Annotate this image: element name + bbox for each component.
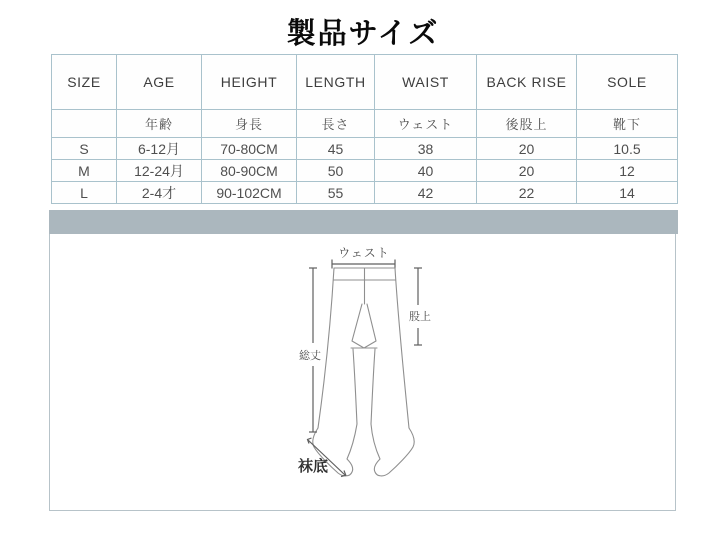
total-length-label: 総丈 [299, 350, 321, 362]
header-jp-height: 身長 [202, 110, 297, 138]
rise-dimension-line [414, 268, 422, 345]
table-cell: 12-24月 [117, 160, 202, 182]
garment-outline [313, 268, 414, 476]
header-jp-sole: 靴下 [577, 110, 678, 138]
rise-label: 股上 [409, 311, 431, 323]
table-cell: 90-102CM [202, 182, 297, 204]
page-title: 製品サイズ [286, 18, 440, 50]
header-jp-age: 年齢 [117, 110, 202, 138]
table-cell: 80-90CM [202, 160, 297, 182]
table-header-row-en [52, 55, 678, 110]
header-cell-age: AGE [117, 55, 202, 110]
table-cell: L [52, 182, 117, 204]
header-cell-sole: SOLE [577, 55, 678, 110]
table-cell: 10.5 [577, 138, 678, 160]
table-cell: 55 [297, 182, 375, 204]
table-cell: 12 [577, 160, 678, 182]
header-cell-height: HEIGHT [202, 55, 297, 110]
table-cell: 20 [477, 160, 577, 182]
table-cell: 42 [375, 182, 477, 204]
table-cell: 38 [375, 138, 477, 160]
table-row-l [52, 182, 678, 204]
table-cell: M [52, 160, 117, 182]
size-table [51, 54, 678, 204]
header-cell-size: SIZE [52, 55, 117, 110]
table-row-m [52, 160, 678, 182]
diagram-panel [49, 210, 676, 511]
header-cell-waist: WAIST [375, 55, 477, 110]
header-jp-waist: ウェスト [375, 110, 477, 138]
header-jp-back-rise: 後股上 [477, 110, 577, 138]
table-cell: 2-4才 [117, 182, 202, 204]
table-row-s [52, 138, 678, 160]
table-cell: S [52, 138, 117, 160]
table-cell: 14 [577, 182, 678, 204]
table-cell: 22 [477, 182, 577, 204]
table-cell: 40 [375, 160, 477, 182]
table-header-row-jp [52, 110, 678, 138]
waist-dimension-line [332, 260, 395, 269]
header-cell-back-rise: BACK RISE [477, 55, 577, 110]
header-jp-empty [52, 110, 117, 138]
table-cell: 70-80CM [202, 138, 297, 160]
table-cell: 20 [477, 138, 577, 160]
sole-label: 袜底 [297, 458, 329, 475]
header-cell-length: LENGTH [297, 55, 375, 110]
table-cell: 45 [297, 138, 375, 160]
header-jp-length: 長さ [297, 110, 375, 138]
tights-measurement-diagram [280, 238, 450, 500]
divider-bar [49, 210, 678, 234]
table-cell: 50 [297, 160, 375, 182]
waist-label: ウェスト [338, 246, 390, 260]
table-cell: 6-12月 [117, 138, 202, 160]
